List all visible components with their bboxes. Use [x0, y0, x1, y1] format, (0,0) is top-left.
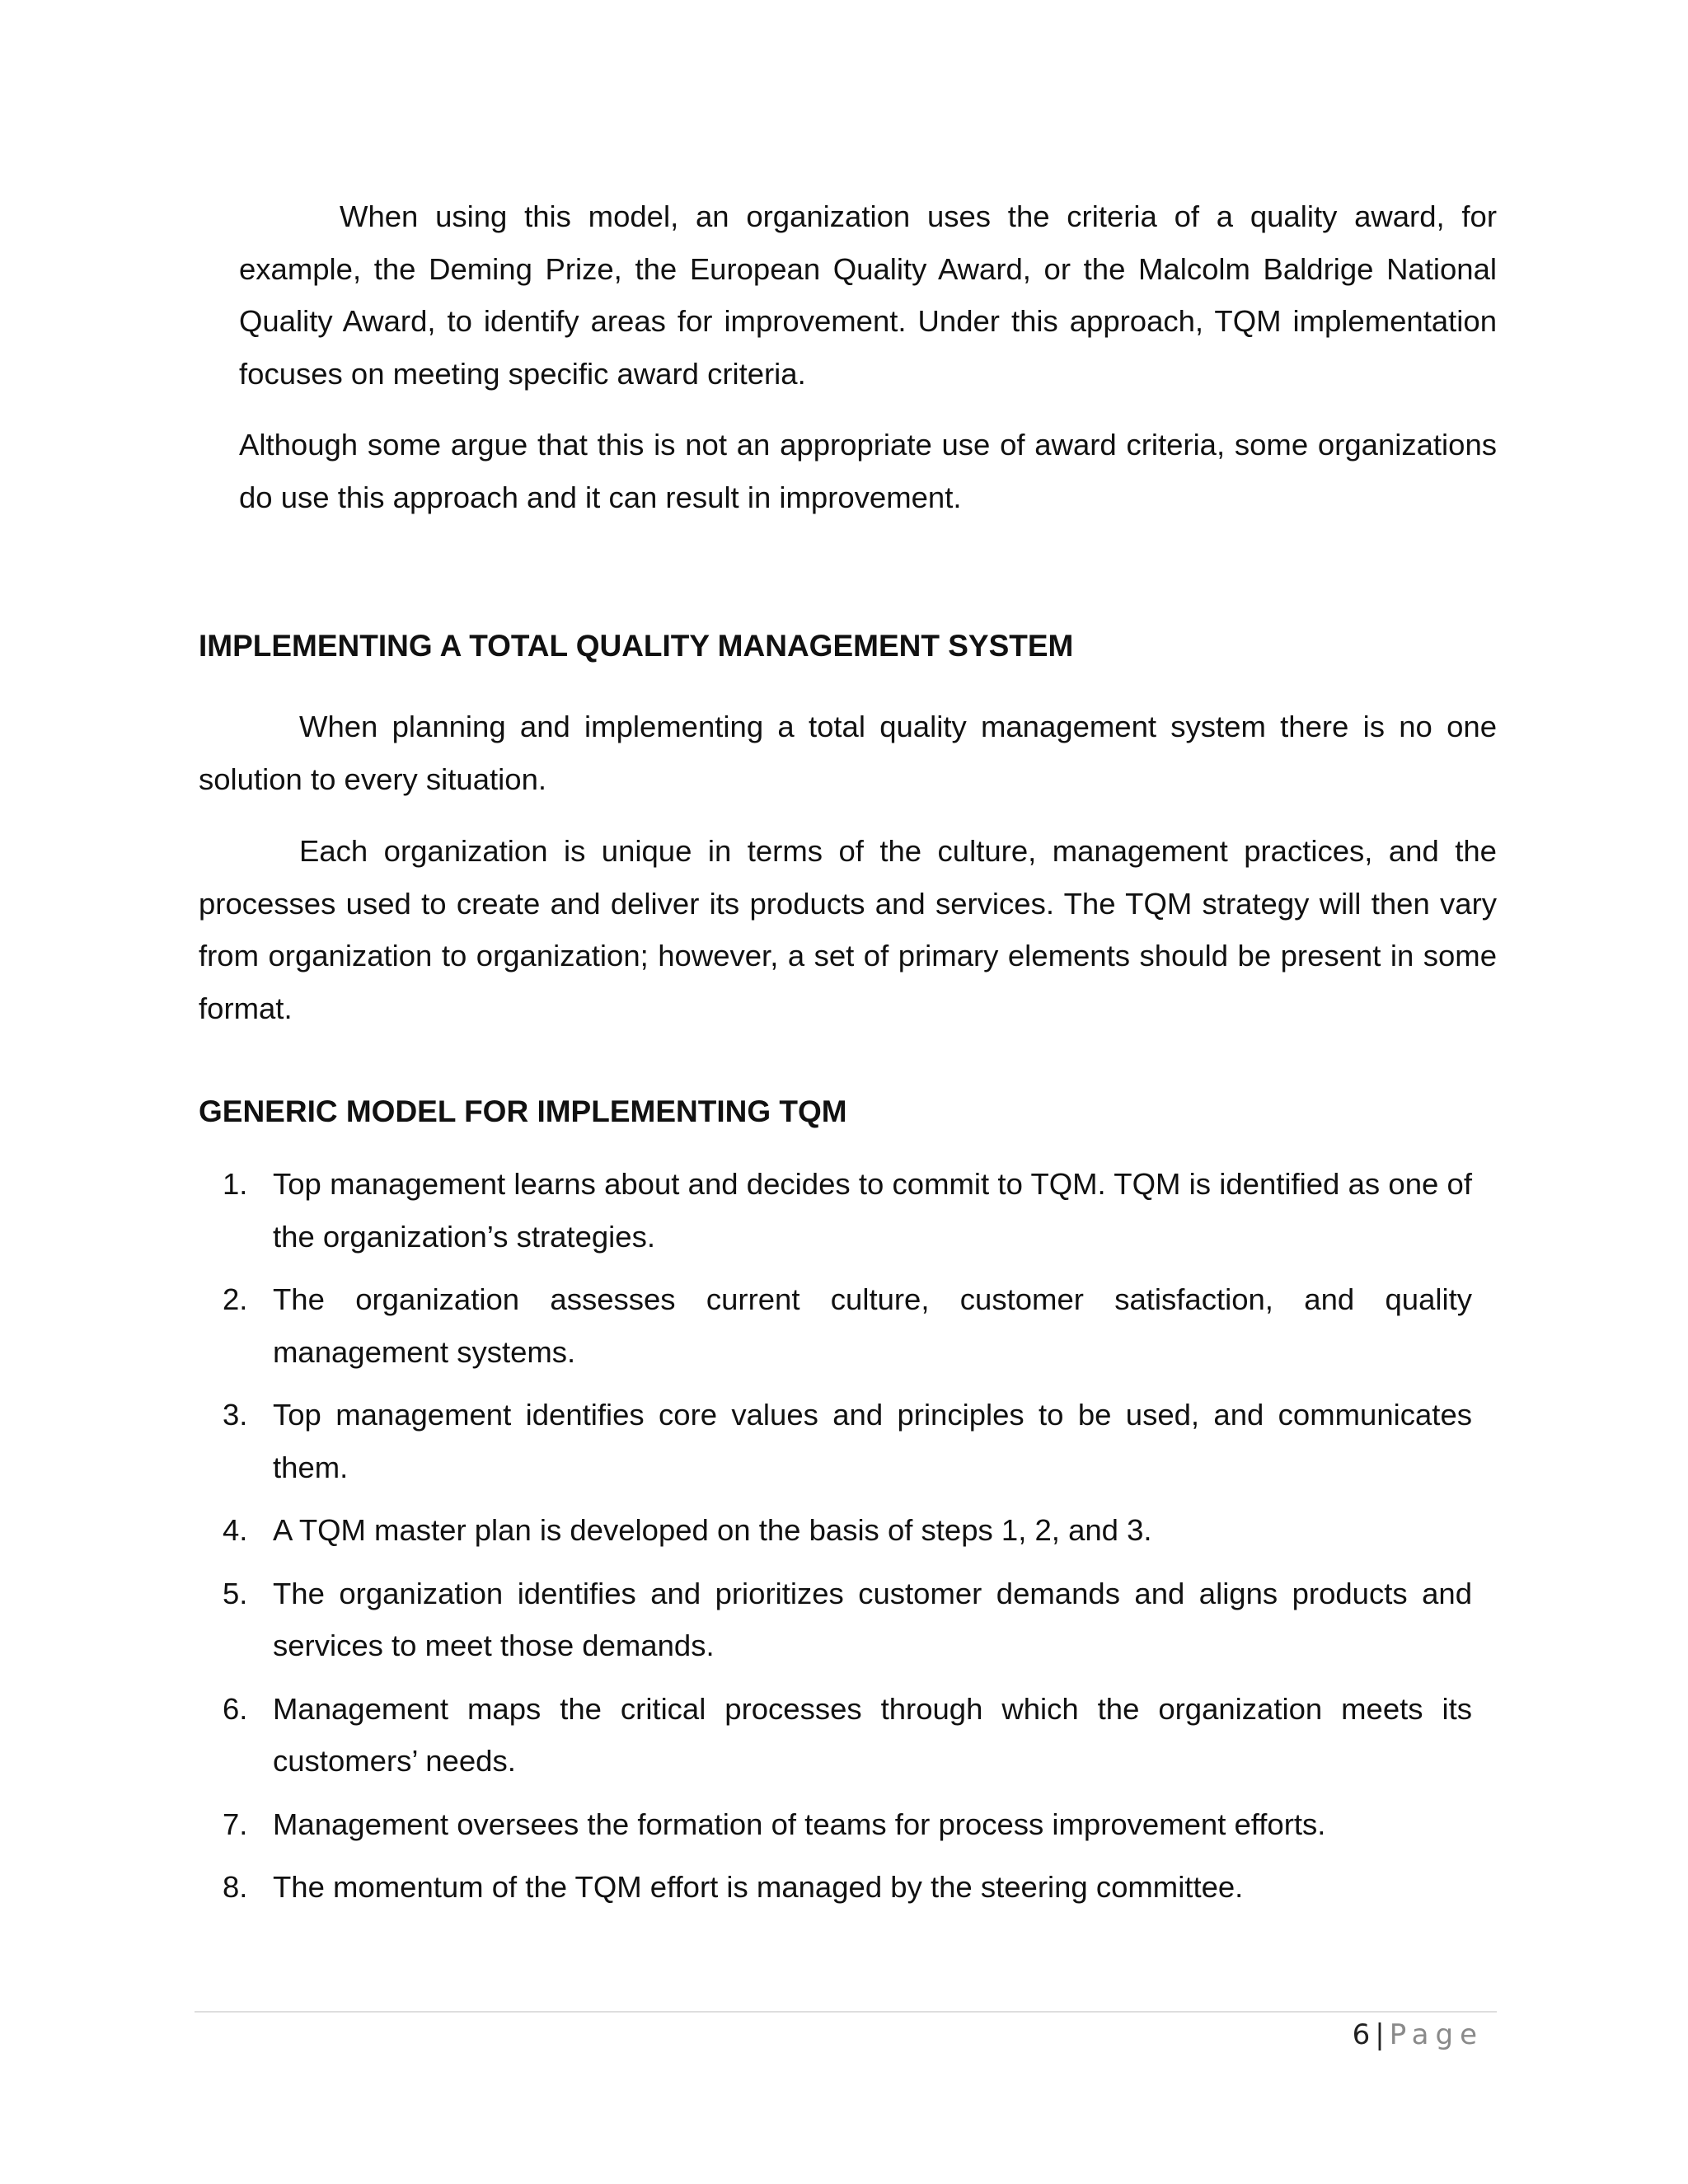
list-item	[199, 1389, 1472, 1493]
no-one-solution-paragraph: When planning and implementing a total quality management system there is no one solution to every situation.	[199, 710, 1497, 796]
footer-separator: |	[1375, 2018, 1385, 2051]
footer-divider	[195, 2011, 1497, 2013]
list-item	[199, 1273, 1472, 1378]
list-item	[199, 1861, 1472, 1914]
list-item	[199, 1798, 1472, 1851]
list-item	[199, 1158, 1472, 1263]
step-number: 3.	[223, 1398, 248, 1432]
step-number: 4.	[223, 1513, 248, 1547]
step-text: Top management learns about and decides to commit to TQM. TQM is identified as one of the organization’s strategies.	[273, 1167, 1472, 1254]
step-text: Management maps the critical processes through which the organization meets its customers’ needs.	[273, 1691, 1472, 1778]
list-item	[199, 1683, 1472, 1788]
list-item	[199, 1568, 1472, 1672]
step-number: 6.	[223, 1691, 248, 1726]
step-text: A TQM master plan is developed on the basis of steps 1, 2, and 3.	[273, 1513, 1152, 1547]
list-item	[199, 1504, 1472, 1557]
generic-model-heading: GENERIC MODEL FOR IMPLEMENTING TQM	[199, 1094, 847, 1128]
step-number: 8.	[223, 1870, 248, 1904]
step-text: The momentum of the TQM effort is managed by the steering committee.	[273, 1870, 1244, 1904]
page-number: 6	[1352, 2018, 1371, 2051]
step-number: 7.	[223, 1807, 248, 1841]
step-number: 5.	[223, 1576, 248, 1610]
page-label: Page	[1389, 2018, 1484, 2051]
step-text: The organization assesses current culture, customer satisfaction, and quality management systems.	[273, 1282, 1472, 1369]
page-footer	[1353, 2017, 1484, 2053]
award-criteria-paragraph: When using this model, an organization uses the criteria of a quality award, for example, the Deming Prize, the European Quality Award, or the Malcolm Baldrige National Quality Award, to identify areas for improvement. Under this approach, TQM implementation focuses on meeting specific award criteria.	[239, 199, 1497, 391]
step-text: Management oversees the formation of teams for process improvement efforts.	[273, 1807, 1326, 1841]
step-number: 2.	[223, 1282, 248, 1316]
tqm-steps-list	[199, 1158, 1472, 1924]
organization-unique-paragraph: Each organization is unique in terms of the culture, management practices, and the processes used to create and deliver its products and services. The TQM strategy will then vary from organization to organization; however, a set of primary elements should be present in some format.	[199, 834, 1497, 1025]
step-number: 1.	[223, 1167, 248, 1201]
implementing-tqm-heading: IMPLEMENTING A TOTAL QUALITY MANAGEMENT SYSTEM	[199, 629, 1074, 663]
step-text: Top management identifies core values and principles to be used, and communicates them.	[273, 1398, 1472, 1484]
step-text: The organization identifies and prioritizes customer demands and aligns products and services to meet those demands.	[273, 1576, 1472, 1662]
award-criteria-caveat-paragraph: Although some argue that this is not an appropriate use of award criteria, some organizations do use this approach and it can result in improvement.	[239, 428, 1497, 514]
